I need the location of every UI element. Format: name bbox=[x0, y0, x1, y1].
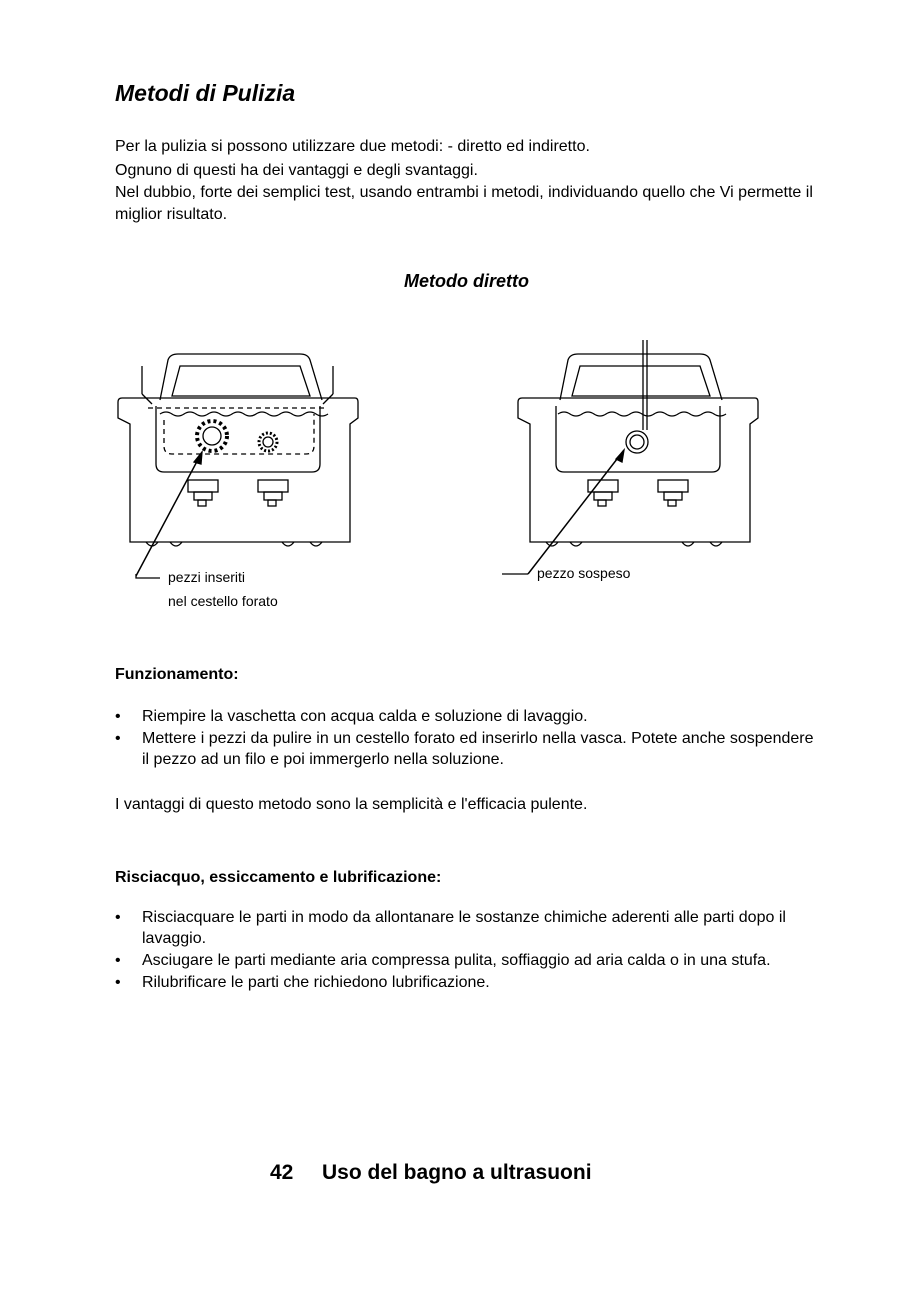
list-item: • Risciacquare le parti in modo da allontanare le sostanze chimiche aderenti alle parti dopo il lavaggio. bbox=[115, 907, 815, 949]
list-item: • Asciugare le parti mediante aria compressa pulita, soffiaggio ad aria calda o in una stufa. bbox=[115, 950, 815, 971]
callout-basket-line-2: nel cestello forato bbox=[168, 593, 278, 609]
intro-line-2: Ognuno di questi ha dei vantaggi e degli svantaggi. bbox=[115, 162, 478, 179]
funzionamento-heading: Funzionamento: bbox=[115, 666, 239, 683]
bath-with-suspended-part-drawing bbox=[502, 340, 758, 574]
funzionamento-list bbox=[115, 706, 815, 771]
risciacquo-heading: Risciacquo, essiccamento e lubrificazione: bbox=[115, 869, 442, 886]
intro-line-1: Per la pulizia si possono utilizzare due metodi: - diretto ed indiretto. bbox=[115, 138, 590, 155]
bath-with-basket-drawing bbox=[118, 354, 358, 578]
risciacquo-list bbox=[115, 907, 815, 994]
list-item: • Mettere i pezzi da pulire in un cestello forato ed inserirlo nella vasca. Potete anche sospendere il pezzo ad un filo e poi immergerlo nella soluzione. bbox=[115, 728, 815, 770]
section-subtitle: Metodo diretto bbox=[404, 271, 529, 291]
list-item: • Riempire la vaschetta con acqua calda e soluzione di lavaggio. bbox=[115, 706, 815, 727]
footer-section-title: Uso del bagno a ultrasuoni bbox=[322, 1161, 592, 1184]
page-title: Metodi di Pulizia bbox=[115, 80, 296, 106]
list-item: • Rilubrificare le parti che richiedono lubrificazione. bbox=[115, 972, 815, 993]
intro-line-3: Nel dubbio, forte dei semplici test, usando entrambi i metodi, individuando quello che Vi permette il miglior risultato. bbox=[115, 184, 813, 223]
page-number: 42 bbox=[270, 1161, 294, 1184]
callout-basket-line-1: pezzi inseriti bbox=[168, 569, 246, 585]
callout-suspended: pezzo sospeso bbox=[537, 565, 631, 581]
ultrasonic-bath-illustration bbox=[100, 330, 780, 620]
advantages-note: I vantaggi di questo metodo sono la semplicità e l'efficacia pulente. bbox=[115, 796, 588, 813]
intro-paragraph bbox=[115, 136, 835, 226]
